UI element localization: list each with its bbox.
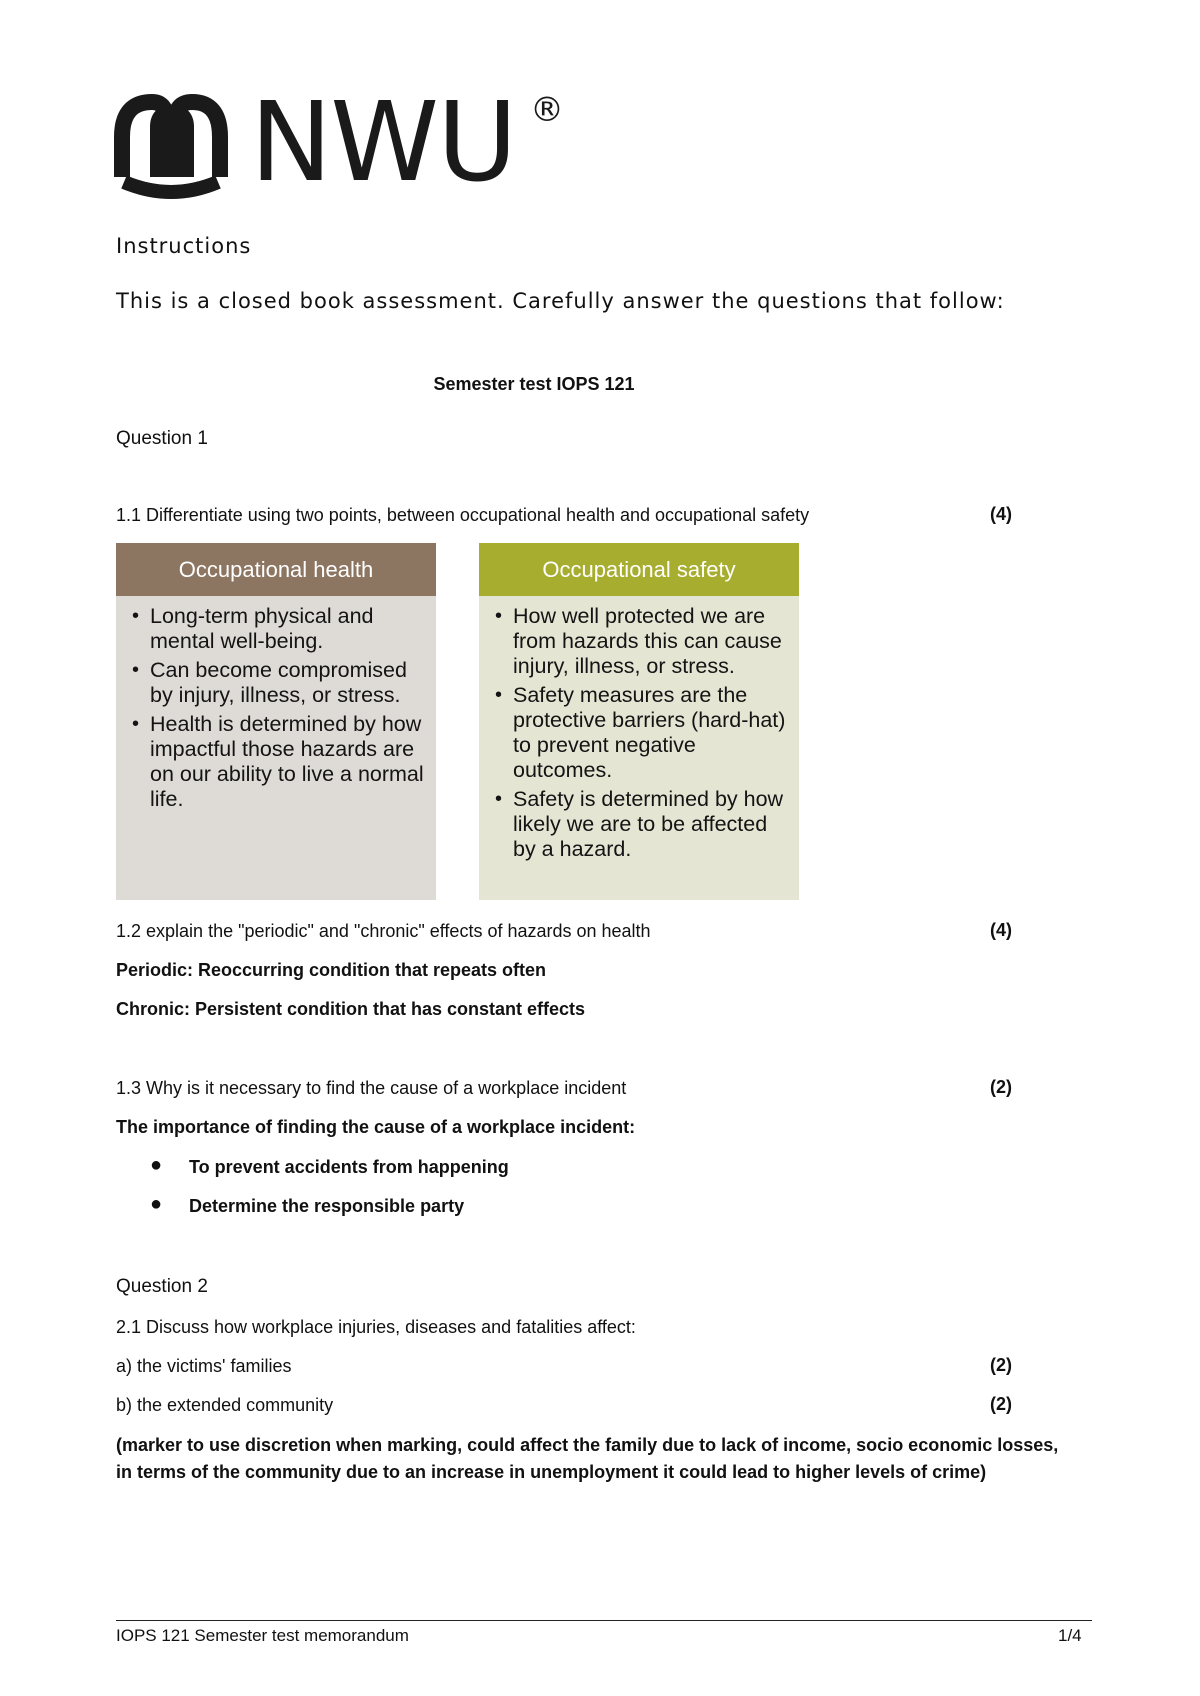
answer-chronic: Chronic: Persistent condition that has constant effects bbox=[116, 999, 586, 1019]
bullet-icon: ● bbox=[150, 1193, 163, 1215]
question-2-label: Question 2 bbox=[116, 1276, 208, 1297]
question-2-1-text: 2.1 Discuss how workplace injuries, diseases and fatalities affect: bbox=[116, 1317, 636, 1337]
instructions-heading: Instructions bbox=[116, 234, 252, 258]
list-item: • Safety measures are the protective barriers (hard-hat) to prevent negative outcomes. bbox=[493, 683, 789, 783]
answer-periodic: Periodic: Reoccurring condition that repeats often bbox=[116, 960, 547, 980]
question-2-answer: (marker to use discretion when marking, could affect the family due to lack of income, socio economic losses, in terms of the community due to an increase in unemployment it could lead to higher levels of crime) bbox=[116, 1435, 1059, 1482]
occupational-safety-card bbox=[479, 543, 799, 900]
question-1-3-text: 1.3 Why is it necessary to find the cause of a workplace incident bbox=[116, 1078, 627, 1098]
occupational-health-list bbox=[130, 604, 426, 812]
question-1-3-marks: (2) bbox=[990, 1077, 1012, 1097]
list-item: • How well protected we are from hazards this can cause injury, illness, or stress. bbox=[493, 604, 789, 679]
question-2-1-a-text: a) the victims' families bbox=[116, 1356, 292, 1376]
occupational-health-body bbox=[116, 596, 436, 900]
occupational-safety-heading: Occupational safety bbox=[479, 543, 799, 596]
nwu-logo bbox=[112, 80, 562, 205]
instructions-text: This is a closed book assessment. Carefully answer the questions that follow: bbox=[116, 289, 1005, 313]
answer-bullet-1: To prevent accidents from happening bbox=[189, 1157, 509, 1177]
list-item: • Health is determined by how impactful those hazards are on our ability to live a normal life. bbox=[130, 712, 426, 812]
document-title: Semester test IOPS 121 bbox=[433, 374, 635, 394]
answer-bullet-2: Determine the responsible party bbox=[189, 1196, 465, 1216]
list-item: • Safety is determined by how likely we are to be affected by a hazard. bbox=[493, 787, 789, 862]
occupational-safety-body bbox=[479, 596, 799, 900]
bullet-icon: ● bbox=[150, 1154, 163, 1176]
question-2-1-a-marks: (2) bbox=[990, 1355, 1012, 1375]
occupational-safety-list bbox=[493, 604, 789, 862]
footer-title: IOPS 121 Semester test memorandum bbox=[116, 1626, 409, 1645]
question-1-1-marks: (4) bbox=[990, 504, 1012, 524]
occupational-health-card bbox=[116, 543, 436, 900]
occupational-health-heading: Occupational health bbox=[116, 543, 436, 596]
logo-wordmark: NWU bbox=[250, 78, 516, 206]
list-item: • Can become compromised by injury, illness, or stress. bbox=[130, 658, 426, 708]
question-1-2-text: 1.2 explain the "periodic" and "chronic" effects of hazards on health bbox=[116, 921, 651, 941]
list-item: • Long-term physical and mental well-being. bbox=[130, 604, 426, 654]
question-1-2-marks: (4) bbox=[990, 920, 1012, 940]
footer-divider bbox=[116, 1620, 1092, 1621]
answer-importance-intro: The importance of finding the cause of a workplace incident: bbox=[116, 1117, 636, 1137]
question-2-1-b-text: b) the extended community bbox=[116, 1395, 334, 1415]
registered-mark: ® bbox=[530, 90, 564, 130]
nwu-emblem-icon bbox=[112, 82, 230, 200]
question-2-1-b-marks: (2) bbox=[990, 1394, 1012, 1414]
page-number: 1/4 bbox=[1058, 1626, 1082, 1645]
question-1-label: Question 1 bbox=[116, 428, 208, 449]
question-1-1-text: 1.1 Differentiate using two points, between occupational health and occupational safety bbox=[116, 505, 810, 525]
